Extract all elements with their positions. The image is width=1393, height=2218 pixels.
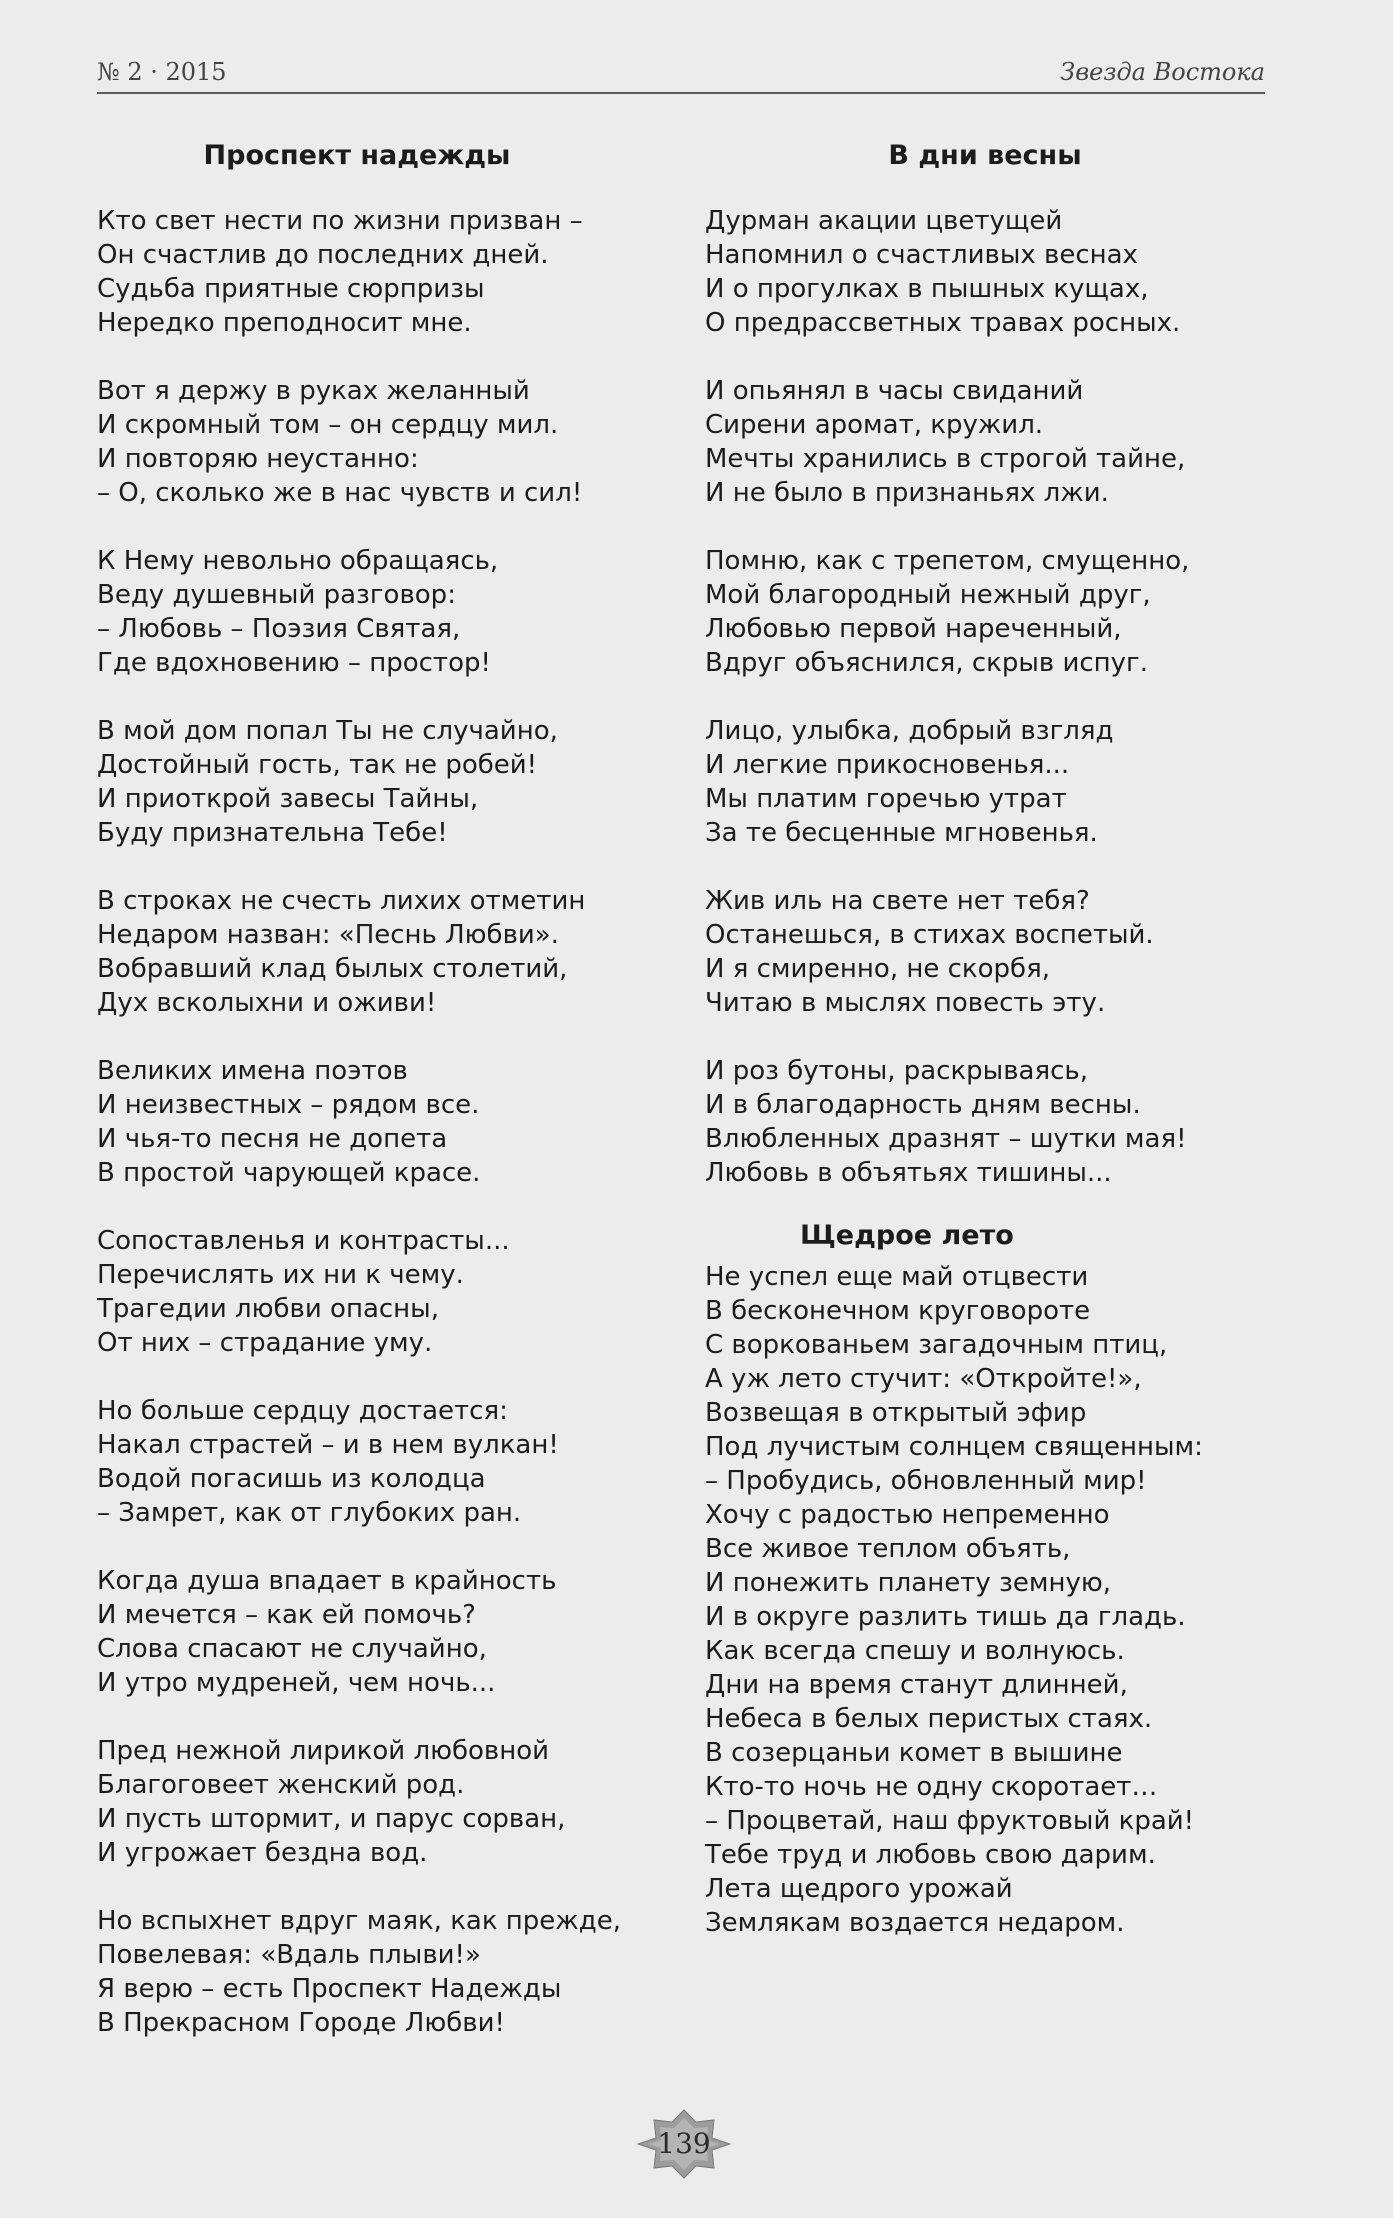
- verse-line: Но вспыхнет вдруг маяк, как прежде,: [97, 1906, 621, 1936]
- verse-line: И в округе разлить тишь да гладь.: [705, 1602, 1186, 1632]
- left-column: [97, 132, 621, 2040]
- verse-line: И утро мудреней, чем ночь...: [97, 1668, 496, 1698]
- verse-line: В мой дом попал Ты не случайно,: [97, 716, 558, 746]
- poem-title: Проспект надежды: [203, 140, 511, 171]
- verse-line: Буду признательна Тебе!: [97, 818, 448, 848]
- poem-title: Щедрое лето: [800, 1220, 1014, 1251]
- stanza: [97, 1054, 617, 1190]
- verse-line: Слова спасают не случайно,: [97, 1634, 487, 1664]
- stanza: [97, 884, 617, 1020]
- verse-line: Вот я держу в руках желанный: [97, 376, 530, 406]
- verse-line: И я смиренно, не скорбя,: [705, 954, 1050, 984]
- verse-line: Любовью первой нареченный,: [705, 614, 1122, 644]
- verse-line: – Пробудись, обновленный мир!: [705, 1466, 1147, 1496]
- journal-title: Звезда Востока: [1060, 58, 1265, 86]
- verse-line: Дурман акации цветущей: [705, 206, 1063, 236]
- issue-number: № 2 · 2015: [97, 58, 227, 86]
- verse-line: И понежить планету земную,: [705, 1568, 1111, 1598]
- verse-line: Землякам воздается недаром.: [705, 1908, 1125, 1938]
- verse-line: Нередко преподносит мне.: [97, 308, 472, 338]
- verse-line: Достойный гость, так не робей!: [97, 750, 538, 780]
- verse-line: Мечты хранились в строгой тайне,: [705, 444, 1186, 474]
- page-number-block: [636, 2108, 732, 2180]
- verse-line: Но больше сердцу достается:: [97, 1396, 508, 1426]
- verse-line: Все живое теплом объять,: [705, 1534, 1071, 1564]
- stanza: [97, 544, 617, 680]
- verse-line: Лицо, улыбка, добрый взгляд: [705, 716, 1114, 746]
- verse-line: Как всегда спешу и волнуюсь.: [705, 1636, 1125, 1666]
- verse-line: В Прекрасном Городе Любви!: [97, 2008, 505, 2038]
- stanza: [97, 1394, 617, 1530]
- verse-line: В созерцаньи комет в вышине: [705, 1738, 1123, 1768]
- verse-line: Кто свет нести по жизни призван –: [97, 206, 583, 236]
- verse-line: Перечислять их ни к чему.: [97, 1260, 464, 1290]
- verse-line: И легкие прикосновенья...: [705, 750, 1070, 780]
- poem-body: [705, 1260, 1265, 1940]
- verse-line: Водой погасишь из колодца: [97, 1464, 486, 1494]
- verse-line: Накал страстей – и в нем вулкан!: [97, 1430, 559, 1460]
- verse-line: Благоговеет женский род.: [97, 1770, 465, 1800]
- verse-line: Кто-то ночь не одну скоротает…: [705, 1772, 1158, 1802]
- verse-line: И приоткрой завесы Тайны,: [97, 784, 479, 814]
- verse-line: В строках не счесть лихих отметин: [97, 886, 586, 916]
- stanza: [97, 1564, 617, 1700]
- verse-line: За те бесценные мгновенья.: [705, 818, 1098, 848]
- stanza: [97, 374, 617, 510]
- verse-line: С воркованьем загадочным птиц,: [705, 1330, 1168, 1360]
- verse-line: Влюбленных дразнят – шутки мая!: [705, 1124, 1187, 1154]
- verse-line: Где вдохновению – простор!: [97, 648, 491, 678]
- verse-line: И неизвестных – рядом все.: [97, 1090, 480, 1120]
- verse-line: Дни на время станут длинней,: [705, 1670, 1128, 1700]
- verse-line: Любовь в объятьях тишины...: [705, 1158, 1112, 1188]
- verse-line: – Любовь – Поэзия Святая,: [97, 614, 461, 644]
- verse-line: Сопоставленья и контрасты...: [97, 1226, 510, 1256]
- running-header: [97, 52, 1265, 94]
- verse-line: И пусть штормит, и парус сорван,: [97, 1804, 566, 1834]
- right-column: [705, 132, 1265, 1940]
- verse-line: И не было в признаньях лжи.: [705, 478, 1109, 508]
- verse-line: И опьянял в часы свиданий: [705, 376, 1084, 406]
- verse-line: В бесконечном круговороте: [705, 1296, 1091, 1326]
- verse-line: И о прогулках в пышных кущах,: [705, 274, 1149, 304]
- verse-line: А уж лето стучит: «Откройте!»,: [705, 1364, 1142, 1394]
- verse-line: К Нему невольно обращаясь,: [97, 546, 499, 576]
- verse-line: Он счастлив до последних дней.: [97, 240, 549, 270]
- verse-line: Останешься, в стихах воспетый.: [705, 920, 1154, 950]
- verse-line: И роз бутоны, раскрываясь,: [705, 1056, 1088, 1086]
- verse-line: Пред нежной лирикой любовной: [97, 1736, 550, 1766]
- verse-line: В простой чарующей красе.: [97, 1158, 481, 1188]
- verse-line: Великих имена поэтов: [97, 1056, 408, 1086]
- verse-line: Возвещая в открытый эфир: [705, 1398, 1087, 1428]
- verse-line: Повелевая: «Вдаль плыви!»: [97, 1940, 481, 1970]
- stanza: [97, 1734, 617, 1870]
- verse-line: Дух всколыхни и оживи!: [97, 988, 437, 1018]
- verse-line: Я верю – есть Проспект Надежды: [97, 1974, 562, 2004]
- stanza: [97, 1224, 617, 1360]
- poem-title: В дни весны: [888, 140, 1082, 171]
- verse-line: Трагедии любви опасны,: [97, 1294, 439, 1324]
- verse-line: Хочу с радостью непременно: [705, 1500, 1110, 1530]
- stanza: [705, 714, 1265, 850]
- verse-line: Жив иль на свете нет тебя?: [705, 886, 1090, 916]
- verse-line: Сирени аромат, кружил.: [705, 410, 1044, 440]
- verse-line: Когда душа впадает в крайность: [97, 1566, 557, 1596]
- page-number: 139: [657, 2127, 711, 2160]
- verse-line: Судьба приятные сюрпризы: [97, 274, 485, 304]
- verse-line: Вдруг объяснился, скрыв испуг.: [705, 648, 1148, 678]
- verse-line: Под лучистым солнцем священным:: [705, 1432, 1203, 1462]
- verse-line: О предрассветных травах росных.: [705, 308, 1181, 338]
- stanza: [97, 1904, 621, 2040]
- verse-line: И мечется – как ей помочь?: [97, 1600, 476, 1630]
- stanza: [705, 1054, 1265, 1190]
- verse-line: И угрожает бездна вод.: [97, 1838, 428, 1868]
- poem-body: [705, 204, 1265, 1190]
- stanza: [97, 204, 617, 340]
- verse-line: Напомнил о счастливых веснах: [705, 240, 1138, 270]
- verse-line: Небеса в белых перистых стаях.: [705, 1704, 1153, 1734]
- verse-line: Помню, как с трепетом, смущенно,: [705, 546, 1190, 576]
- verse-line: – Процветай, наш фруктовый край!: [705, 1806, 1195, 1836]
- verse-line: Вобравший клад былых столетий,: [97, 954, 568, 984]
- verse-line: Лета щедрого урожай: [705, 1874, 1013, 1904]
- verse-line: От них – страдание уму.: [97, 1328, 433, 1358]
- stanza: [97, 714, 617, 850]
- verse-line: И в благодарность дням весны.: [705, 1090, 1141, 1120]
- verse-line: – О, сколько же в нас чувств и сил!: [97, 478, 583, 508]
- verse-line: Читаю в мыслях повесть эту.: [705, 988, 1106, 1018]
- verse-line: Не успел еще май отцвести: [705, 1262, 1089, 1292]
- stanza: [705, 204, 1265, 340]
- stanza: [705, 884, 1265, 1020]
- verse-line: – Замрет, как от глубоких ран.: [97, 1498, 522, 1528]
- stanza: [705, 544, 1265, 680]
- verse-line: И скромный том – он сердцу мил.: [97, 410, 559, 440]
- verse-line: Мы платим горечью утрат: [705, 784, 1067, 814]
- verse-line: Веду душевный разговор:: [97, 580, 456, 610]
- poem-body: [97, 204, 621, 2040]
- verse-line: И повторяю неустанно:: [97, 444, 419, 474]
- stanza: [705, 374, 1265, 510]
- verse-line: Недаром назван: «Песнь Любви».: [97, 920, 559, 950]
- verse-line: Мой благородный нежный друг,: [705, 580, 1151, 610]
- verse-line: Тебе труд и любовь свою дарим.: [705, 1840, 1156, 1870]
- verse-line: И чья-то песня не допета: [97, 1124, 448, 1154]
